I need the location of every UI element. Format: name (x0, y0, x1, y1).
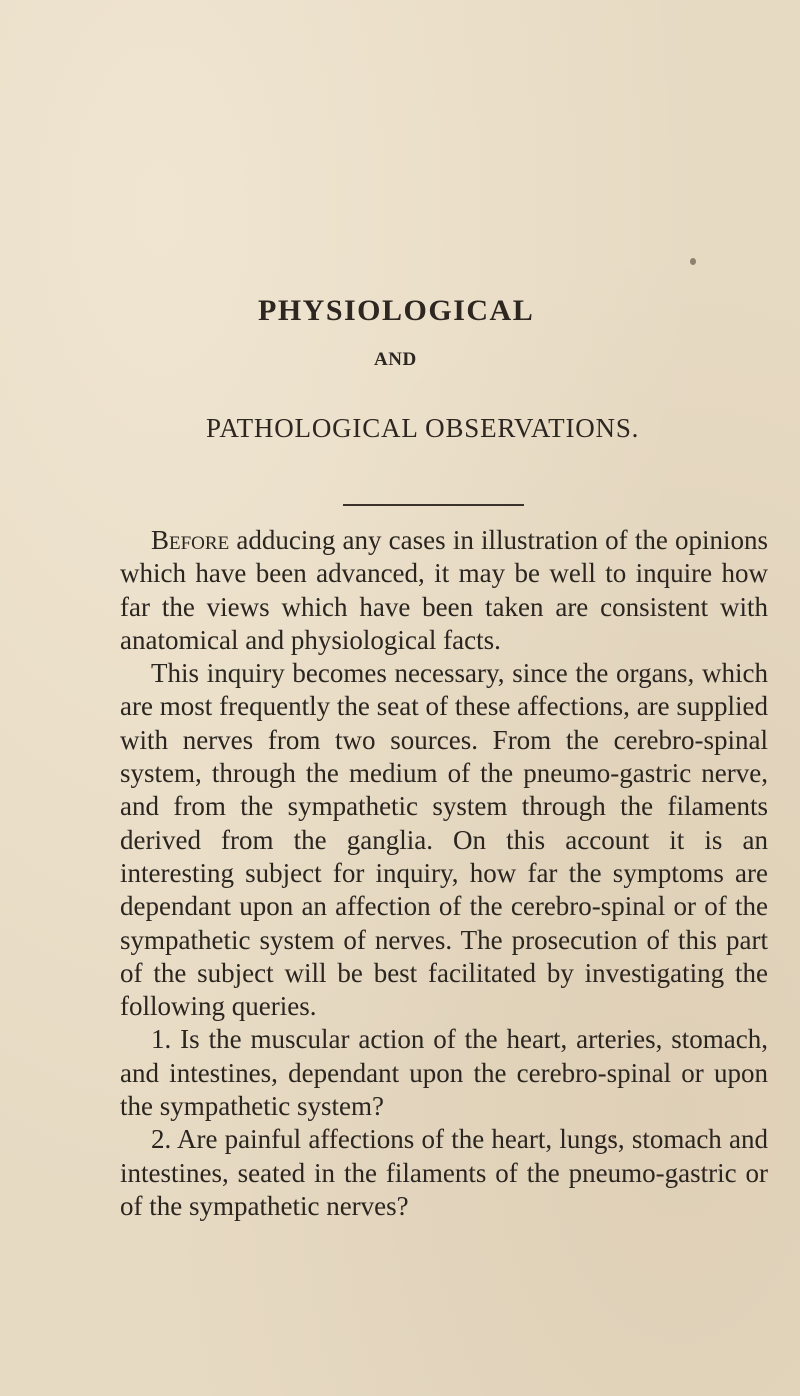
body-text (120, 524, 768, 1223)
query-2: 2. Are painful affections of the heart, lungs, stomach and intestines, seated in the filaments of the pneumo-gastric or of the sympathetic nerves? (120, 1124, 768, 1221)
paragraph-inquiry: This inquiry becomes necessary, since the organs, which are most frequently the seat of these affections, are supplied with nerves from two sources. From the cerebro-spinal system, through the medium of the pneumo-gastric nerve, and from the sympathetic system through the filaments derived from the ganglia. On this account it is an interesting subject for inquiry, how far the symptoms are dependant upon an affection of the cerebro-spinal or of the sympathetic system of nerves. The prosecution of this part of the subject will be best facilitated by investigating the following queries. (120, 658, 768, 1022)
paragraph-intro-text: adducing any cases in illustration of the opinions which have been advanced, it may be well to inquire how far the views which have been taken are consistent with anatomical and physiological facts. (120, 525, 769, 655)
title-conjunction: AND (374, 349, 417, 370)
paragraph-intro (120, 524, 768, 657)
page-subtitle: PATHOLOGICAL OBSERVATIONS. (206, 413, 640, 443)
query-1: 1. Is the muscular action of the heart, arteries, stomach, and intestines, dependant upon the cerebro-spinal or upon the sympathetic system? (120, 1024, 768, 1122)
page-title: PHYSIOLOGICAL (258, 294, 535, 327)
section-divider (343, 504, 524, 506)
drop-word: Before (151, 525, 230, 555)
paper-fleck (690, 258, 696, 265)
